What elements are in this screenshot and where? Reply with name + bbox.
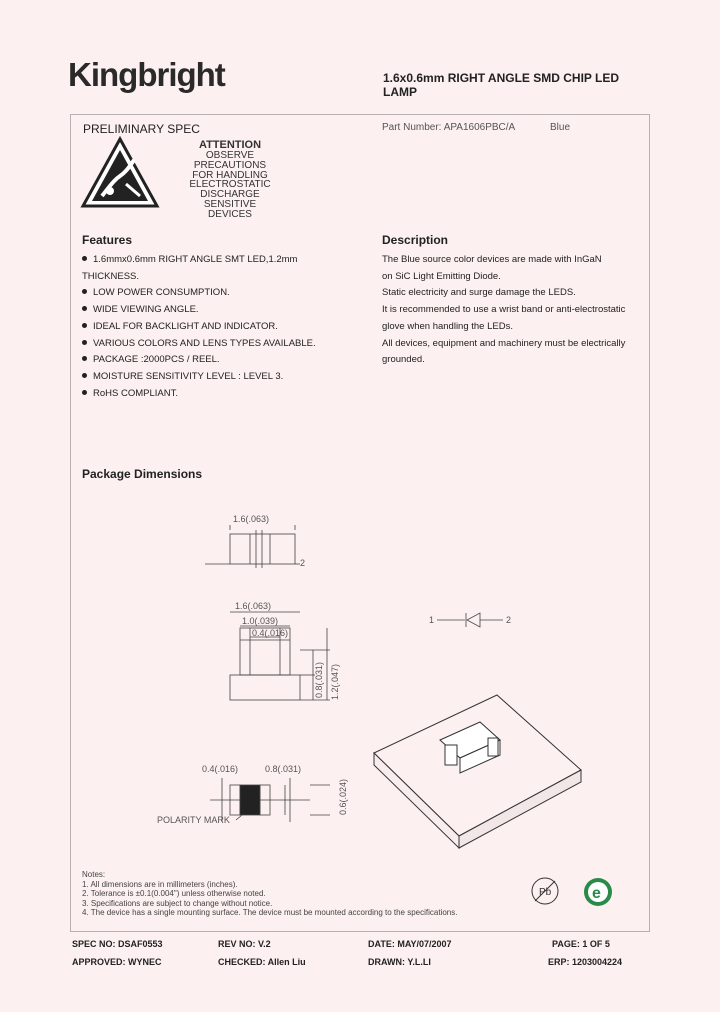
brand-logo: Kingbright [68, 56, 225, 93]
list-item: PACKAGE :2000PCS / REEL. [82, 352, 352, 369]
description-line: grounded. [382, 354, 425, 366]
attention-line: OBSERVE PRECAUTIONS [193, 150, 267, 171]
description-line: All devices, equipment and machinery must be electrically [382, 337, 626, 349]
footer-spec-no: SPEC NO: DSAF0553 [72, 939, 163, 949]
attention-line: DEVICES [208, 208, 252, 220]
features-heading: Features [82, 233, 133, 247]
title-line-2: LAMP [383, 85, 417, 99]
footer-checked: CHECKED: Allen Liu [218, 957, 306, 967]
list-item: RoHS COMPLIANT. [82, 386, 352, 403]
list-item: IDEAL FOR BACKLIGHT AND INDICATOR. [82, 319, 352, 336]
part-number: Part Number: APA1606PBC/A [382, 122, 516, 133]
footer-approved: APPROVED: WYNEC [72, 957, 162, 967]
bottom-view-drawing [157, 764, 348, 825]
attention-title: ATTENTION [198, 139, 262, 151]
title-line-1: 1.6x0.6mm RIGHT ANGLE SMD CHIP LED [383, 71, 620, 85]
footer-drawn: DRAWN: Y.L.LI [368, 957, 431, 967]
part-color: Blue [550, 122, 571, 133]
description-line: The Blue source color devices are made with InGaN [382, 254, 602, 265]
top-view-drawing [205, 514, 305, 568]
pin1-label: 1 [429, 615, 435, 625]
dim-side-label: 2 [300, 558, 306, 568]
note-item: 1. All dimensions are in millimeters (inches). [82, 879, 238, 889]
dim-h2-label: 1.2(.047) [330, 663, 340, 700]
dim-bot-right-label: 0.8(.031) [265, 764, 302, 774]
pin2-label: 2 [506, 615, 512, 625]
dim-width-label: 1.6(.063) [235, 601, 272, 611]
footer-rev-no: REV NO: V.2 [218, 939, 271, 949]
footer-page: PAGE: 1 OF 5 [552, 939, 610, 949]
note-item: 2. Tolerance is ±0.1(0.004") unless otherwise noted. [82, 889, 266, 899]
notes-block [82, 870, 642, 918]
list-item: VARIOUS COLORS AND LENS TYPES AVAILABLE. [82, 336, 352, 353]
pb-badge-text: Pb [539, 887, 552, 898]
note-item: 4. The device has a single mounting surface. The device must be mounted according to the specifications. [82, 908, 458, 918]
dim-bot-vert-label: 0.6(.024) [338, 778, 348, 815]
dim-top-label: 1.6(.063) [233, 514, 270, 524]
footer-date: DATE: MAY/07/2007 [368, 939, 452, 949]
dim-inner1-label: 1.0(.039) [242, 616, 279, 626]
notes-heading: Notes: [82, 870, 106, 879]
list-item: 1.6mmx0.6mm RIGHT ANGLE SMT LED,1.2mm [82, 252, 352, 269]
attention-line: ELECTROSTATIC [189, 179, 271, 191]
dim-bot-left-label: 0.4(.016) [202, 764, 239, 774]
list-item: MOISTURE SENSITIVITY LEVEL : LEVEL 3. [82, 369, 352, 386]
polarity-label: POLARITY MARK [157, 815, 230, 825]
preliminary-spec: PRELIMINARY SPEC [83, 122, 200, 136]
dim-h1-label: 0.8(.031) [314, 661, 324, 698]
diode-symbol [429, 613, 511, 627]
description-heading: Description [382, 233, 449, 247]
package-heading: Package Dimensions [82, 467, 203, 481]
attention-line: SENSITIVE [203, 198, 257, 210]
description-line: Static electricity and surge damage the LEDS. [382, 287, 576, 299]
description-line: glove when handling the LEDs. [382, 320, 513, 332]
list-item-continuation: THICKNESS. [82, 270, 140, 282]
front-view-drawing [230, 601, 340, 700]
attention-line: FOR HANDLING [192, 169, 268, 181]
isometric-view-drawing [374, 695, 581, 848]
description-line: It is recommended to use a wrist band or anti-electrostatic [382, 304, 626, 316]
description-line: on SiC Light Emitting Diode. [382, 270, 501, 282]
attention-line: DISCHARGE [200, 189, 260, 201]
dim-inner2-label: 0.4(.016) [252, 628, 289, 638]
list-item: LOW POWER CONSUMPTION. [82, 285, 352, 302]
rohs-badge-text: e [592, 885, 601, 902]
list-item: WIDE VIEWING ANGLE. [82, 302, 352, 319]
footer-erp: ERP: 1203004224 [548, 957, 623, 967]
note-item: 3. Specifications are subject to change without notice. [82, 898, 273, 908]
